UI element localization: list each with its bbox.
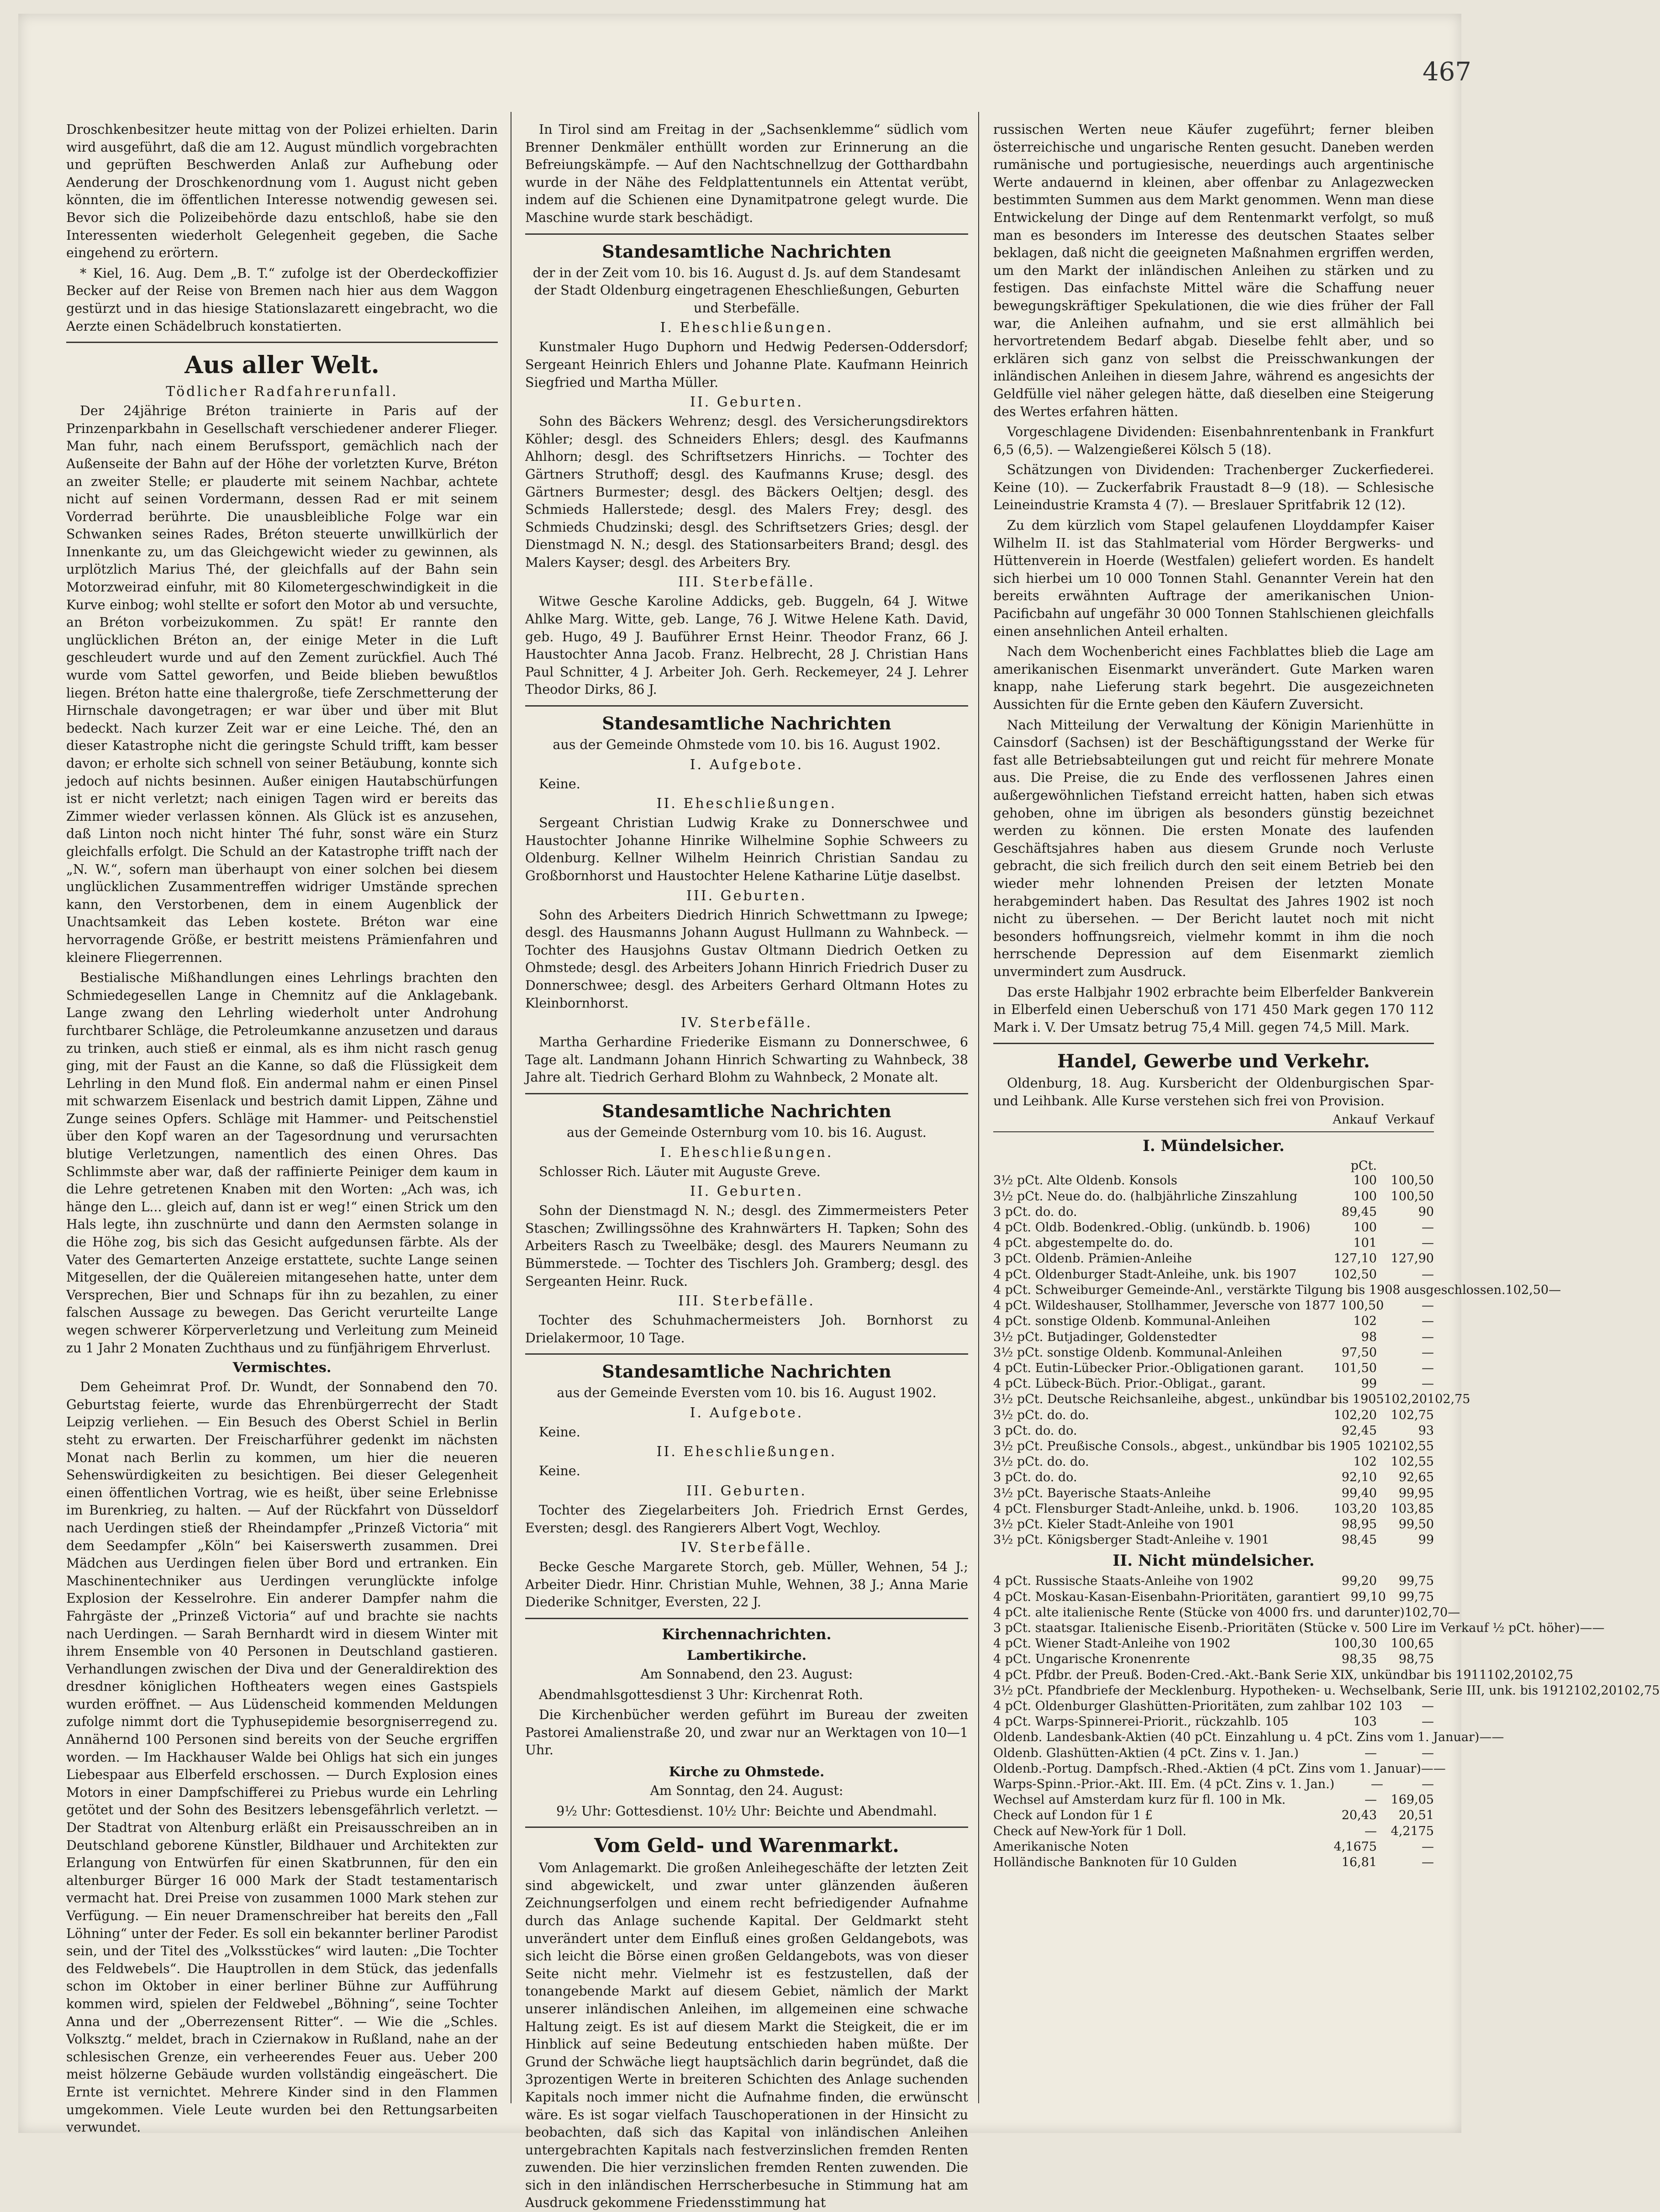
- rate-ankauf: 103: [1353, 1715, 1377, 1729]
- notice-text: Keine.: [539, 1424, 580, 1440]
- rate-row: [993, 1251, 1434, 1267]
- rate-verkauf: —: [1491, 1730, 1504, 1745]
- notice-text: Tochter des Schuhmachermeisters Joh. Bornhorst zu Drielakermoor, 10 Tage.: [525, 1313, 968, 1346]
- rate-verkauf: —: [1592, 1621, 1605, 1635]
- rate-verkauf: 99,95: [1398, 1486, 1434, 1500]
- rate-verkauf: —: [1549, 1283, 1561, 1297]
- rate-ankauf: —: [1365, 1793, 1377, 1807]
- rate-label: 4 pCt. alte italienische Rente (Stücke von 4000 frs. und darunter): [993, 1605, 1405, 1620]
- rate-ankauf: 99,20: [1341, 1574, 1377, 1589]
- col-pct-blank: [1377, 1159, 1434, 1173]
- church-date: Am Sonntag, den 24. August:: [650, 1783, 843, 1798]
- rate-verkauf: 102,75: [1530, 1668, 1573, 1682]
- rate-ankauf: 102,20: [1384, 1392, 1427, 1407]
- rate-row: [993, 1652, 1434, 1667]
- rate-row: [993, 1314, 1434, 1329]
- rate-verkauf: —: [1422, 1236, 1434, 1251]
- article-text: Droschkenbesitzer heute mittag von der Polizei erhielten. Darin wird ausgeführt, daß die am 12. August mündlich vorgebrachten und geprüften Beschwerden Anlaß zur Aufhebung oder Aenderung der Droschkenordnung vom 1. August nicht geben könnten, die im öffentlichen Interesse notwendig gewesen sei. Bevor sich die Polizeibehörde dazu entschloß, habe sie den Interessenten wiederholt Gelegenheit gegeben, die Sache eingehend zu erörtern.: [66, 122, 498, 261]
- notice-title: Standesamtliche Nachrichten: [602, 1361, 891, 1382]
- rate-verkauf: —: [1422, 1267, 1434, 1282]
- rate-row: [993, 1361, 1434, 1376]
- rate-label: 4 pCt. Ungarische Kronenrente: [993, 1652, 1190, 1667]
- rate-label: Oldenb. Glashütten-Aktien (4 pCt. Zins v. 1. Jan.): [993, 1746, 1299, 1760]
- rate-ankauf: 98: [1361, 1330, 1377, 1344]
- rate-row: [993, 1573, 1434, 1589]
- notice-subheading: I. Eheschließungen.: [660, 1144, 833, 1161]
- rate-table-mundelsicher: [993, 1173, 1561, 1548]
- rate-verkauf: 99,75: [1398, 1589, 1434, 1604]
- rate-verkauf: 102,55: [1391, 1455, 1434, 1469]
- article-text: Das erste Halbjahr 1902 erbrachte beim Elberfelder Bankverein in Elberfeld einen Ueberschuß von 171 450 Mark gegen 170 112 Mark i. V. Der Umsatz betrug 75,4 Mill. gegen 74,5 Mill. Mark.: [993, 984, 1434, 1035]
- rate-ankauf: 102,70: [1404, 1605, 1448, 1620]
- rate-ankauf: 98,35: [1341, 1652, 1377, 1667]
- rate-label: 4 pCt. Warps-Spinnerei-Priorit., rückzahlb. 105: [993, 1715, 1289, 1729]
- rate-row: [993, 1792, 1434, 1808]
- rate-label: 3½ pCt. Alte Oldenb. Konsols: [993, 1173, 1177, 1188]
- rate-section-heading: II. Nicht mündelsicher.: [1112, 1552, 1315, 1570]
- rate-row: [993, 1345, 1434, 1361]
- rate-verkauf: 102,75: [1391, 1408, 1434, 1422]
- rate-ankauf: 99,10: [1350, 1589, 1386, 1604]
- article-text: Der 24jährige Bréton trainierte in Paris auf der Prinzenparkbahn in Gesellschaft verschiedener anderer Flieger. Man fuhr, nach einem Berufssport, gemächlich nach der Außenseite der Bahn auf der Höhe der vorletzten Kurve, Bréton an zweiter Stelle; er plauderte mit seinem Nachbar, achtete nicht auf seinen Vordermann, dessen Rad er mit seinem Vorderrad berührte. Die unausbleibliche Folge war ein Schwanken seines Rades, Bréton steuerte unwillkürlich der Innenkante zu, um das Gleichgewicht wieder zu gewinnen, als urplötzlich Marius Thé, der gleichfalls auf der Bahn sein Motorzweirad einfuhr, mit 80 Kilometergeschwindigkeit in die Kurve einbog; wohl stellte er sofort den Motor ab und versuchte, an Bréton vorbeizukommen. Zu spät! Er rannte den unglücklichen Bréton an, der einige Meter in die Luft geschleudert wurde und auf den Zement zurückfiel. Auch Thé wurde vom Sattel geworfen, und Beide blieben bewußtlos liegen. Bréton hatte eine thalergroße, tiefe Zerschmetterung der Hirnschale davongetragen; er war über und über mit Blut bedeckt. Nach kurzer Zeit war er eine Leiche. Thé, den an dieser Katastrophe nicht die geringste Schuld trifft, kam besser davon; er erholte sich schnell von seiner Betäubung, konnte sich jedoch auf nichts besinnen. Außer einigen Hautabschürfungen ist er nicht verletzt; nach einigen Tagen wird er bereits das Zimmer wieder verlassen können. Als Glück ist es anzusehen, daß Linton noch nicht hinter Thé fuhr, sonst wäre ein Sturz gleichfalls erfolgt. Die Schuld an der Katastrophe trifft nach der „N. W.“, sofern man überhaupt von einer solchen bei diesem unglücklichen Zusammentreffen widriger Umstände sprechen kann, den Verstorbenen, dem in einem Augenblick der Unachtsamkeit das Leben kostete. Bréton war eine hervorragende Größe, er bestritt meistens Prämienfahren und kleinere Fliegerrennen.: [66, 403, 498, 965]
- rate-verkauf: —: [1448, 1605, 1460, 1620]
- handel-title: Handel, Gewerbe und Verkehr.: [1057, 1051, 1370, 1072]
- rate-label: 3 pCt. do. do.: [993, 1204, 1077, 1219]
- rate-row: [993, 1589, 1434, 1605]
- column-divider: [978, 112, 979, 2103]
- rate-verkauf: —: [1422, 1330, 1434, 1344]
- divider: [525, 233, 968, 235]
- rate-verkauf: 20,51: [1398, 1808, 1434, 1823]
- article-subheading: Vermischtes.: [232, 1360, 332, 1376]
- rate-row: [993, 1699, 1434, 1714]
- rate-ankauf: 98,95: [1341, 1517, 1377, 1531]
- notice-subheading: III. Geburten.: [686, 887, 807, 904]
- rate-row: [993, 1330, 1434, 1345]
- rate-verkauf: 100,65: [1391, 1637, 1434, 1651]
- divider: [66, 342, 498, 343]
- rate-ankauf: 102,20: [1333, 1408, 1377, 1422]
- col-verkauf: Verkauf: [1386, 1113, 1434, 1127]
- rate-verkauf: 102,75: [1617, 1683, 1660, 1698]
- column-middle: [525, 121, 968, 2211]
- rate-verkauf: 103,85: [1391, 1501, 1434, 1516]
- rate-table-header: [993, 1113, 1434, 1127]
- rate-row: [993, 1486, 1434, 1501]
- notice-subheading: I. Eheschließungen.: [660, 320, 833, 336]
- notice-subheading: IV. Sterbefälle.: [680, 1540, 813, 1556]
- rate-row: [993, 1605, 1460, 1621]
- rate-row: [993, 1808, 1434, 1823]
- rate-ankauf: 101: [1353, 1236, 1377, 1251]
- church-subtitle: Kirche zu Ohmstede.: [669, 1764, 825, 1779]
- notice-text: Keine.: [539, 776, 580, 792]
- rate-label: 3 pCt. do. do.: [993, 1423, 1077, 1438]
- rate-ankauf: 100: [1353, 1173, 1377, 1188]
- rate-label: 3 pCt. do. do.: [993, 1470, 1077, 1485]
- rate-ankauf: 100,30: [1333, 1637, 1377, 1651]
- rate-label: 4 pCt. Oldenburger Glashütten-Prioritäten, zum zahlbar 102: [993, 1699, 1372, 1713]
- notice-lead: aus der Gemeinde Osternburg vom 10. bis 16. August.: [567, 1124, 927, 1140]
- rate-row: [993, 1839, 1434, 1855]
- notice-text: Tochter des Ziegelarbeiters Joh. Friedrich Ernst Gerdes, Eversten; desgl. des Rangierers Albert Vogt, Wechloy.: [525, 1503, 968, 1536]
- rate-ankauf: —: [1421, 1761, 1433, 1776]
- notice-subheading: II. Eheschließungen.: [656, 796, 837, 812]
- notice-title: Standesamtliche Nachrichten: [602, 241, 891, 262]
- rate-label: 3½ pCt. Kieler Stadt-Anleihe von 1901: [993, 1517, 1235, 1531]
- notice-title: Standesamtliche Nachrichten: [602, 1100, 891, 1121]
- rate-ankauf: —: [1365, 1824, 1377, 1838]
- rate-label: 3 pCt. Oldenb. Prämien-Anleihe: [993, 1251, 1192, 1266]
- rate-label: 3½ pCt. Deutsche Reichsanleihe, abgest., unkündbar bis 1905: [993, 1392, 1384, 1407]
- rate-label: 4 pCt. Wiener Stadt-Anleihe von 1902: [993, 1637, 1231, 1651]
- divider: [525, 1827, 968, 1828]
- divider: [525, 1093, 968, 1094]
- rate-row: [993, 1220, 1434, 1235]
- divider: [993, 1131, 1434, 1132]
- rate-verkauf: 92,65: [1398, 1470, 1434, 1485]
- notice-subheading: IV. Sterbefälle.: [680, 1015, 813, 1031]
- notice-text: Sohn des Arbeiters Diedrich Hinrich Schwettmann zu Ipwege; desgl. des Hausmanns Johann August Hullmann zu Wahnbeck. — Tochter des Hausjohns Gustav Oltmann Diedrich Oetken zu Ohmstede; desgl. des Arbeiters Johann Hinrich Friedrich Duser zu Donnerschwee; desgl. des Arbeiters Gerhard Oltmann Hotes zu Kleinbornhorst.: [525, 907, 968, 1011]
- notice-title: Standesamtliche Nachrichten: [602, 713, 891, 734]
- rate-verkauf: 99,75: [1398, 1574, 1434, 1589]
- rate-verkauf: —: [1422, 1777, 1434, 1791]
- rate-verkauf: —: [1422, 1314, 1434, 1329]
- rate-label: 4 pCt. Oldenburger Stadt-Anleihe, unk. bis 1907: [993, 1267, 1297, 1282]
- rate-ankauf: 92,10: [1341, 1470, 1377, 1485]
- rate-ankauf: 101,50: [1333, 1361, 1377, 1375]
- rate-label: 3½ pCt. Preußische Consols., abgest., unkündbar bis 1905: [993, 1439, 1361, 1453]
- rate-verkauf: —: [1422, 1699, 1434, 1713]
- notice-subheading: III. Geburten.: [686, 1483, 807, 1499]
- rate-verkauf: —: [1422, 1299, 1434, 1313]
- notice-text: Martha Gerhardine Friederike Eismann zu Donnerschwee, 6 Tage alt. Landmann Johann Hinrich Schwarting zu Wahnbeck, 38 Jahre alt. Tiedrich Gerhard Blohm zu Wahnbeck, 2 Monate alt.: [525, 1035, 968, 1085]
- church-text: Abendmahlsgottesdienst 3 Uhr: Kirchenrat Roth.: [539, 1687, 863, 1702]
- notice-text: Sergeant Christian Ludwig Krake zu Donnerschwee und Haustochter Johanne Hinrike Wilhelmine Sophie Schweers zu Oldenburg. Kellner Wilhelm Heinrich Christian Sandau zu Großbornhorst und Haustochter Helene Katharine Lütje daselbst.: [525, 815, 968, 883]
- rate-ankauf: 127,10: [1333, 1251, 1377, 1266]
- rate-row: [993, 1636, 1434, 1652]
- rate-label: 3½ pCt. Neue do. do. (halbjährliche Zinszahlung: [993, 1189, 1297, 1204]
- church-title: Kirchennachrichten.: [662, 1626, 832, 1643]
- rate-label: 4 pCt. abgestempelte do. do.: [993, 1236, 1173, 1251]
- divider: [993, 1043, 1434, 1044]
- rate-row: [993, 1454, 1434, 1470]
- rate-label: 4 pCt. Lübeck-Büch. Prior.-Obligat., garant.: [993, 1377, 1266, 1391]
- rate-ankauf: 102,20: [1487, 1668, 1530, 1682]
- church-date: Am Sonnabend, den 23. August:: [640, 1667, 853, 1682]
- rate-ankauf: 100,50: [1340, 1299, 1384, 1313]
- rate-row: [993, 1532, 1434, 1548]
- notice-lead: der in der Zeit vom 10. bis 16. August d. Js. auf dem Standesamt der Stadt Oldenburg eingetragenen Eheschließungen, Geburten und Sterbefälle.: [532, 265, 961, 316]
- rate-row: [993, 1298, 1434, 1314]
- article-text: Zu dem kürzlich vom Stapel gelaufenen Lloyddampfer Kaiser Wilhelm II. ist das Stahlmaterial vom Hörder Bergwerks- und Hüttenverein in Hoerde (Westfalen) geliefert worden. Es handelt sich hierbei um 10 000 Tonnen Stahl. Genannter Verein hat den bereits erwähnten Auftrage der amerikanischen Union-Pacificbahn auf ungefähr 30 000 Tonnen Stahlschienen gleichfalls einen ansehnlichen Anteil erhalten.: [993, 518, 1434, 639]
- rate-verkauf: —: [1422, 1377, 1434, 1391]
- rate-label: 3 pCt. staatsgar. Italienische Eisenb.-Prioritäten (Stücke v. 500 Lire im Verkauf ½ pCt. höher): [993, 1621, 1580, 1635]
- article-text: Vorgeschlagene Dividenden: Eisenbahnrentenbank in Frankfurt 6,5 (6,5). — Walzengießerei Kölsch 5 (18).: [993, 424, 1434, 457]
- rate-row: [993, 1267, 1434, 1283]
- rate-ankauf: 102,20: [1573, 1683, 1617, 1698]
- article-text: In Tirol sind am Freitag in der „Sachsenklemme“ südlich vom Brenner Denkmäler enthüllt worden zur Erinnerung an die Befreiungskämpfe. — Auf den Nachtschnellzug der Gotthardbahn wurde in der Nähe des Feldplattentunnels ein Attentat verübt, indem auf die Schienen eine Dynamitpatrone gelegt wurde. Die Maschine wurde stark beschädigt.: [525, 122, 968, 225]
- notice-text: Keine.: [539, 1463, 580, 1479]
- rate-ankauf: 102: [1353, 1314, 1377, 1329]
- rate-ankauf: 98,45: [1341, 1533, 1377, 1547]
- rate-row: [993, 1423, 1434, 1439]
- rate-row: [993, 1761, 1446, 1777]
- col-pct: pCt.: [1350, 1159, 1377, 1173]
- rate-label: 3½ pCt. Pfandbriefe der Mecklenburg. Hypotheken- u. Wechselbank, Serie III, unk. bis 1912: [993, 1683, 1574, 1698]
- rate-label: 4 pCt. Wildeshauser, Stollhammer, Jeversche von 1877: [993, 1299, 1336, 1313]
- rate-label: 4 pCt. sonstige Oldenb. Kommunal-Anleihen: [993, 1314, 1270, 1329]
- article-text: Bestialische Mißhandlungen eines Lehrlings brachten den Schmiedegesellen Lange in Chemnitz auf die Anklagebank. Lange zwang den Lehrling wiederholt unter Androhung furchtbarer Schläge, die Petroleumkanne anzusetzen und daraus zu trinken, auch stieß er einmal, als es ihm nicht rasch genug ging, mit der Faust an die Kanne, so daß die Flüssigkeit dem Lehrling in den Mund floß. Ein andermal nahm er einen Pinsel mit schwarzem Eisenlack und bestrich damit Lippen, Zähne und Zunge seines Opfers. Schläge mit Hammer- und Peitschenstiel über den Kopf waren an der Tagesordnung und verursachten blutige Verletzungen, namentlich des einen Ohres. Das Schlimmste aber war, daß der raffinierte Peiniger dem kaum in die Lehre getretenen Knaben mit den Worten: „Ach was, ich hänge den L... gleich auf, dann ist er weg!“ einen Strick um den Hals legte, ihn zuschnürte und dann den Aermsten solange in die Höhe zog, bis sich das Gesicht aufgedunsen färbte. Als der Vater des Gemarterten Anzeige erstattete, suchte Lange seinen Mitgesellen, der die Quälereien mitangesehen hatte, unter dem Versprechen, Bier und Schnaps für ihn zu bezahlen, zu einer falschen Aussage zu bewegen. Das Gericht verurteilte Lange wegen schwerer Körperverletzung und Verleitung zum Meineid zu 1 Jahr 2 Monaten Zuchthaus und zu fünfjährigem Ehrverlust.: [66, 970, 498, 1356]
- rate-verkauf: —: [1422, 1839, 1434, 1854]
- rate-label: 3½ pCt. Königsberger Stadt-Anleihe v. 1901: [993, 1533, 1270, 1547]
- rate-row: [993, 1824, 1434, 1839]
- rate-ankauf: 99: [1361, 1377, 1377, 1391]
- rate-ankauf: 103: [1379, 1699, 1402, 1713]
- rate-label: Amerikanische Noten: [993, 1839, 1129, 1854]
- rate-verkauf: 100,50: [1391, 1189, 1434, 1204]
- notice-text: Sohn der Dienstmagd N. N.; desgl. des Zimmermeisters Peter Staschen; Zwillingssöhne des Krahnwärters H. Tapken; Sohn des Arbeiters Rasch zu Tweelbäke; desgl. des Maurers Neumann zu Bümmerstede. — Tochter des Tischlers Joh. Gramberg; desgl. des Sergeanten Heinr. Ruck.: [525, 1203, 968, 1289]
- notice-subheading: II. Eheschließungen.: [656, 1444, 837, 1460]
- rate-label: 4 pCt. Schweiburger Gemeinde-Anl., verstärkte Tilgung bis 1908 ausgeschlossen.: [993, 1283, 1506, 1297]
- rate-label: Wechsel auf Amsterdam kurz für fl. 100 in Mk.: [993, 1793, 1286, 1807]
- rate-verkauf: 90: [1418, 1204, 1434, 1219]
- rate-verkauf: 102,55: [1391, 1439, 1434, 1453]
- rate-verkauf: 93: [1418, 1423, 1434, 1438]
- market-title: Vom Geld- und Warenmarkt.: [594, 1834, 899, 1857]
- rate-row: [993, 1746, 1434, 1761]
- rate-ankauf: 20,43: [1341, 1808, 1377, 1823]
- rate-ankauf: 103,20: [1333, 1501, 1377, 1516]
- rate-row: [993, 1283, 1561, 1298]
- rate-ankauf: 102,50: [1505, 1283, 1549, 1297]
- rate-ankauf: —: [1365, 1746, 1377, 1760]
- rate-row: [993, 1714, 1434, 1730]
- rate-label: 3½ pCt. Bayerische Staats-Anleihe: [993, 1486, 1211, 1500]
- page-number: 467: [1423, 57, 1471, 87]
- notice-text: Witwe Gesche Karoline Addicks, geb. Buggeln, 64 J. Witwe Ahlke Marg. Witte, geb. Lange, 76 J. Witwe Helene Kath. David, geb. Hugo, 49 J. Bauführer Ernst Heinr. Theodor Franz, 66 J. Haustochter Anna Jacob. Franz. Helbrecht, 28 J. Christian Hans Paul Schnitter, 4 J. Arbeiter Joh. Gerh. Reckemeyer, 24 J. Lehrer Theodor Dirks, 86 J.: [525, 594, 968, 697]
- rate-label: Warps-Spinn.-Prior.-Akt. III. Em. (4 pCt. Zins v. 1. Jan.): [993, 1777, 1335, 1791]
- rate-ankauf: 102: [1367, 1439, 1391, 1453]
- rate-label: Check auf London für 1 £: [993, 1808, 1153, 1823]
- article-text: * Kiel, 16. Aug. Dem „B. T.“ zufolge ist der Oberdeckoffizier Becker auf der Reise von Bremen nach hier aus dem Waggon gestürzt und in das hiesige Stationslazarett eingebracht, wo die Aerzte einen Schädelbruch konstatierten.: [66, 265, 498, 334]
- rate-ankauf: 4,1675: [1333, 1839, 1377, 1854]
- divider: [525, 705, 968, 707]
- divider: [525, 1353, 968, 1355]
- rate-verkauf: —: [1422, 1220, 1434, 1235]
- rate-ankauf: 99,40: [1341, 1486, 1377, 1500]
- notice-text: Sohn des Bäckers Wehrenz; desgl. des Versicherungsdirektors Köhler; desgl. des Schneiders Ehlers; desgl. des Kaufmanns Ahlhorn; desgl. des Schriftsetzers Hinrichs. — Tochter des Gärtners Struthoff; desgl. des Kaufmanns Kruse; desgl. des Gärtners Burmester; desgl. des Bäckers Oeltjen; desgl. des Schmieds Hallerstede; desgl. des Malers Frey; desgl. des Schmieds Chudzinski; desgl. des Schriftsetzers Gries; desgl. der Dienstmagd N. N.; desgl. des Stationsarbeiters Brand; desgl. des Malers Kayser; desgl. des Arbeiters Bry.: [525, 414, 968, 570]
- rate-label: 4 pCt. Flensburger Stadt-Anleihe, unkd. b. 1906.: [993, 1501, 1299, 1516]
- market-text: Vom Anlagemarkt. Die großen Anleihegeschäfte der letzten Zeit sind abgewickelt, und zwar unter glänzenden äußeren Zeichnungserfolgen und einem recht befriedigender Aufnahme durch das Anlage suchende Kapital. Der Geldmarkt steht unverändert unter dem Einfluß eines großen Geldangebots, was sich leicht die Börse einen großen Geldangebots, was von dieser Seite nicht mehr. Vielmehr ist es festzustellen, daß der tonangebende Markt auf diesem Gebiet, nämlich der Markt unserer inländischen Anleihen, im allgemeinen eine schwache Haltung zeigt. Es ist auf diesem Markt die Steigkeit, die er im Hinblick auf seine Bedeutung entschieden haben müßte. Der Grund der Schwäche liegt hauptsächlich darin begründet, daß die 3prozentigen Werte in breiteren Schichten des Anlage suchenden Kapitals noch immer nicht die Aufnahme finden, die erwünscht wäre. Es ist sogar vielfach Tauschoperationen in der Hinsicht zu beobachten, daß sich das Kapital von inländischen Anleihen untergebrachten Kapitals nach festverzinslichen fremden Renten zuwenden. Die hier verzinslichen fremden Renten zuwenden. Die sich in den inländischen Herrscherbesuche in Stimmung hat am Ausdruck gekommene Friedensstimmung hat: [525, 1860, 968, 2211]
- divider: [525, 1618, 968, 1619]
- rate-verkauf: —: [1422, 1746, 1434, 1760]
- rate-label: Check auf New-York für 1 Doll.: [993, 1824, 1186, 1838]
- rate-ankauf: 100: [1353, 1220, 1377, 1235]
- rate-verkauf: 127,90: [1391, 1251, 1434, 1266]
- notice-subheading: II. Geburten.: [690, 394, 804, 411]
- article-text: Nach dem Wochenbericht eines Fachblattes blieb die Lage am amerikanischen Eisenmarkt unverändert. Gute Marken waren knapp, nahe Lieferung stark begehrt. Die ausgezeichneten Aussichten für die Ernte geben den Käufern Zuversicht.: [993, 644, 1434, 712]
- notice-subheading: I. Aufgebote.: [690, 1404, 804, 1421]
- rate-row: [993, 1777, 1434, 1792]
- church-subtitle: Lambertikirche.: [687, 1647, 806, 1663]
- rate-verkauf: —: [1422, 1361, 1434, 1375]
- rate-row: [993, 1855, 1434, 1870]
- rate-row: [993, 1683, 1660, 1699]
- column-right: [993, 121, 1660, 2099]
- rate-ankauf: 92,45: [1341, 1423, 1377, 1438]
- rate-label: 4 pCt. Oldb. Bodenkred.-Oblig. (unkündb. b. 1906): [993, 1220, 1311, 1235]
- rate-verkauf: 102,75: [1427, 1392, 1470, 1407]
- rate-label: 3½ pCt. do. do.: [993, 1455, 1089, 1469]
- rate-row: [993, 1621, 1605, 1636]
- rate-ankauf: 102,50: [1333, 1267, 1377, 1282]
- newspaper-page: [18, 14, 1660, 2211]
- col-ankauf: Ankauf: [1333, 1113, 1377, 1127]
- section-heading: Aus aller Welt.: [184, 351, 379, 380]
- article-subheading: Tödlicher Radfahrerunfall.: [166, 384, 398, 400]
- notice-lead: aus der Gemeinde Eversten vom 10. bis 16. August 1902.: [557, 1385, 937, 1401]
- rate-ankauf: 100: [1353, 1189, 1377, 1204]
- rate-row: [993, 1730, 1504, 1745]
- notice-text: Kunstmaler Hugo Duphorn und Hedwig Pedersen-Oddersdorf; Sergeant Heinrich Ehlers und Johanne Plate. Kaufmann Heinrich Siegfried und Martha Müller.: [525, 339, 968, 390]
- notice-subheading: I. Aufgebote.: [690, 756, 804, 773]
- rate-table-nicht-mundelsicher: [993, 1573, 1660, 1870]
- rate-row: [993, 1392, 1470, 1407]
- notice-lead: aus der Gemeinde Ohmstede vom 10. bis 16. August 1902.: [553, 737, 941, 753]
- rate-verkauf: 4,2175: [1391, 1824, 1434, 1838]
- rate-row: [993, 1204, 1434, 1220]
- rate-label: 4 pCt. Russische Staats-Anleihe von 1902: [993, 1574, 1254, 1589]
- article-text: Dem Geheimrat Prof. Dr. Wundt, der Sonnabend den 70. Geburtstag feierte, wurde das Ehrenbürgerrecht der Stadt Leipzig verliehen. — Ein Besuch des Oberst Schiel in Berlin steht zu erwarten. Der Freischarführer gedenkt im nächsten Monat nach Berlin zu kommen, um hier die neueren Sehenswürdigkeiten zu besichtigen. Bei dieser Gelegenheit einen öffentlichen Vortrag, wie es heißt, über seine Erlebnisse im Burenkrieg, zu halten. — Auf der Rückfahrt von Düsseldorf nach Uerdingen stieß der Rheindampfer „Prinzeß Victoria“ mit dem Seedampfer „Köln“ bei Kaiserswerth zusammen. Drei Mädchen aus Uerdingen fielen über Bord und ertranken. Ein Maschinentechniker aus Uerdingen verunglückte infolge Explosion der Kesselrohre. Ein anderer Dampfer nahm die Fahrgäste der „Prinzeß Victoria“ auf und brachte sie nachts nach Uerdingen. — Sarah Bernhardt wird in diesem Winter mit ihrem Ensemble von 40 Personen in Deutschland gastieren. Verhandlungen zwischen der Diva und der Generaldirektion des dresdner königlichen Hoftheaters wegen eines Gastspiels wurden eröffnet. — Aus Lüdenscheid kommenden Meldungen zufolge nimmt dort die Typhusepidemie besorgniserregend zu. Annähernd 100 Personen sind bereits von der Seuche ergriffen worden. — Im Hackhauser Walde bei Ohligs hat sich ein junges Liebespaar aus Elberfeld erschossen. — Durch Explosion eines Motors in einer Dampfschifferei zu Priebus wurde ein Lehrling getötet und der Sohn des Besitzers lebensgefährlich verletzt. — Der Stadtrat von Altenburg erläßt ein Preisausschreiben an in Deutschland geborene Künstler, Bildhauer und Architekten zur Erlangung von Entwürfen für einen Skatbrunnen, für den ein altenburger Bürger 16 000 Mark der Stadt testamentarisch vermacht hat. Drei Preise von zusammen 1000 Mark stehen zur Verfügung. — Ein neuer Dramenschreiber hat bereits den „Fall Löhning“ unter der Feder. Es soll ein bekannter berliner Parodist sein, und der Titel des „Volksstückes“ wird lauten: „Die Tochter des Feldwebels“. Die Hauptrollen in dem Stück, das jedenfalls schon im Oktober in einer berliner Bühne zur Aufführung kommen wird, spielen der Feldwebel „Böhning“, seine Tochter Anna und der „Oberrezensent Ritter“. — Wie die „Schles. Volksztg.“ meldet, brach in Cziernakow in Rußland, nahe an der schlesischen Grenze, ein verheerendes Feuer aus. Ueber 200 meist hölzerne Gebäude wurden vollständig eingeäschert. Die Ernte ist vernichtet. Mehrere Kinder sind in den Flammen umgekommen. Viele Leute wurden bei den Rettungsarbeiten verwundet.: [66, 1379, 498, 2135]
- church-text: 9½ Uhr: Gottesdienst. 10½ Uhr: Beichte und Abendmahl.: [556, 1803, 937, 1819]
- notice-subheading: III. Sterbefälle.: [678, 574, 815, 591]
- article-text: Nach Mitteilung der Verwaltung der Königin Marienhütte in Cainsdorf (Sachsen) ist der Beschäftigungsstand der Werke für fast alle Betriebsabteilungen gut und reicht für mehrere Monate aus. Die Preise, die zu Ende des verflossenen Jahres einen außergewöhnlichen Tiefstand erreicht hatten, haben sich etwas gehoben, ohne im übrigen als besonders günstig bezeichnet werden zu können. Die ersten Monate des laufenden Geschäftsjahres haben aus diesem Grunde noch Verluste gebracht, die sich freilich durch den seit einem Betrieb bei den wieder mehr lohnenden Preisen der letzten Monate herabgemindert haben. Das Resultat des Jahres 1902 ist noch nicht zu übersehen. — Der Bericht lautet noch mit nicht besonders hoffnungsreich, vielmehr kommt in ihm die noch herrschende Depression auf dem Eisenmarkt ziemlich unvermindert zum Ausdruck.: [993, 717, 1434, 979]
- notice-text: Schlosser Rich. Läuter mit Auguste Greve.: [539, 1164, 821, 1179]
- rate-ankauf: —: [1479, 1730, 1492, 1745]
- notice-subheading: III. Sterbefälle.: [678, 1293, 815, 1309]
- rate-ankauf: 89,45: [1341, 1204, 1377, 1219]
- rate-label: 4 pCt. Moskau-Kasan-Eisenbahn-Prioritäten, garantiert: [993, 1589, 1340, 1604]
- rate-section-heading: I. Mündelsicher.: [1143, 1137, 1285, 1156]
- rate-row: [993, 1668, 1573, 1683]
- rate-label: 3½ pCt. do. do.: [993, 1408, 1089, 1422]
- rate-label: Oldenb.-Portug. Dampfsch.-Rhed.-Aktien (4 pCt. Zins vom 1. Januar): [993, 1761, 1421, 1776]
- rate-verkauf: 99,50: [1398, 1517, 1434, 1531]
- rate-row: [993, 1376, 1434, 1392]
- rate-ankauf: 16,81: [1341, 1855, 1377, 1869]
- article-text: russischen Werten neue Käufer zugeführt; ferner bleiben österreichische und ungarische Renten gesucht. Daneben werden rumänische und portugiesische, neuerdings auch argentinische Werte andauernd in kleinen, aber offenbar zu Anlagezwecken bestimmten Summen aus dem Markt genommen. Wenn man diese Entwickelung der Dinge auf dem Rentenmarkt verfolgt, so muß man es besonders im Interesse des deutschen Staates selber beklagen, daß nicht die geeigneten Maßnahmen ergriffen werden, um den Markt der inländischen Anleihen zu stärken und zu festigen. Das einfachste Mittel wäre die Schaffung neuer bewegungskräftiger Spekulationen, die wie dies früher der Fall war, die Anleihen aufnahm, und sie erst allmählich bei hervortretendem Bedarf abgab. Dieselbe fehlt aber, und so erklären sich ganz von selbst die Preisschwankungen der inländischen Anleihen in diesem Jahre, während es angesichts der Geldfülle viel näher gelegen hätte, daß dieselben eine Steigerung des Wertes erfahren hätten.: [993, 122, 1434, 419]
- rate-ankauf: 102: [1353, 1455, 1377, 1469]
- church-text: Die Kirchenbücher werden geführt im Bureau der zweiten Pastorei Amalienstraße 20, und zwar nur an Werktagen von 10—1 Uhr.: [525, 1707, 968, 1758]
- rate-row: [993, 1439, 1434, 1454]
- rate-ankauf: —: [1580, 1621, 1592, 1635]
- rate-row: [993, 1408, 1434, 1423]
- rate-label: 4 pCt. Eutin-Lübecker Prior.-Obligationen garant.: [993, 1361, 1304, 1375]
- rate-row: [993, 1173, 1434, 1188]
- rate-verkauf: —: [1422, 1855, 1434, 1869]
- rate-row: [993, 1189, 1434, 1204]
- column-left: [66, 121, 498, 2135]
- article-text: Schätzungen von Dividenden: Trachenberger Zuckerfiederei. Keine (10). — Zuckerfabrik Fraustadt 8—9 (18). — Schlesische Leineindustrie Kramsta 4 (7). — Breslauer Spritfabrik 12 (12).: [993, 462, 1434, 513]
- rate-verkauf: 100,50: [1391, 1173, 1434, 1188]
- notice-subheading: II. Geburten.: [690, 1183, 804, 1200]
- rate-row: [993, 1470, 1434, 1485]
- rate-ankauf: 97,50: [1341, 1345, 1377, 1360]
- rate-row: [993, 1235, 1434, 1251]
- rate-verkauf: —: [1422, 1715, 1434, 1729]
- rate-verkauf: 169,05: [1391, 1793, 1434, 1807]
- handel-lead: Oldenburg, 18. Aug. Kursbericht der Oldenburgischen Spar- und Leihbank. Alle Kurse verstehen sich frei von Provision.: [993, 1076, 1434, 1109]
- rate-unit-row: [993, 1159, 1434, 1173]
- rate-label: 3½ pCt. Butjadinger, Goldenstedter: [993, 1330, 1217, 1344]
- rate-label: 3½ pCt. sonstige Oldenb. Kommunal-Anleihen: [993, 1345, 1282, 1360]
- rate-verkauf: 99: [1418, 1533, 1434, 1547]
- rate-verkauf: —: [1433, 1761, 1446, 1776]
- rate-row: [993, 1517, 1434, 1532]
- rate-label: Oldenb. Landesbank-Aktien (40 pCt. Einzahlung u. 4 pCt. Zins vom 1. Januar): [993, 1730, 1480, 1745]
- notice-text: Becke Gesche Margarete Storch, geb. Müller, Wehnen, 54 J.; Arbeiter Diedr. Hinr. Christian Muhle, Wehnen, 38 J.; Anna Marie Diederike Schnitger, Eversten, 22 J.: [525, 1559, 968, 1610]
- rate-row: [993, 1501, 1434, 1517]
- rate-verkauf: —: [1422, 1345, 1434, 1360]
- rate-label: Holländische Banknoten für 10 Gulden: [993, 1855, 1237, 1869]
- rate-verkauf: 98,75: [1398, 1652, 1434, 1667]
- rate-ankauf: —: [1370, 1777, 1383, 1791]
- rate-label: 4 pCt. Pfdbr. der Preuß. Boden-Cred.-Akt.-Bank Serie XIX, unkündbar bis 1911: [993, 1668, 1487, 1682]
